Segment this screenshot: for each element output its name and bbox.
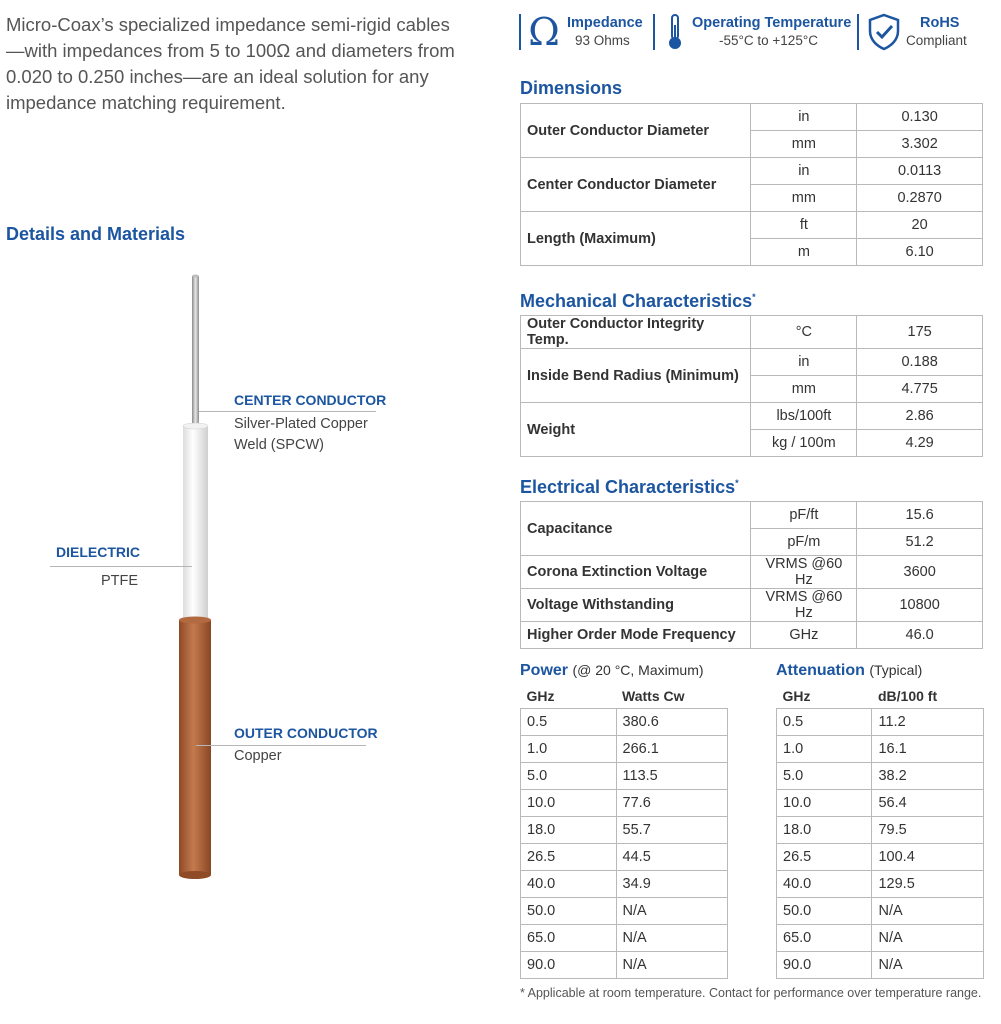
dielectric-text: PTFE <box>101 573 139 589</box>
temperature-value: -55°C to +125°C <box>719 33 818 48</box>
table-row <box>521 817 728 844</box>
table-row <box>521 212 983 239</box>
row-value: 20 <box>857 212 983 239</box>
row-label: Outer Conductor Integrity Temp. <box>521 316 751 349</box>
row-value: 4.775 <box>857 376 983 403</box>
table-row <box>521 844 728 871</box>
omega-icon <box>527 14 561 50</box>
dimensions-title: Dimensions <box>520 78 623 98</box>
table-row <box>777 709 984 736</box>
row-unit: kg / 100m <box>751 430 857 457</box>
row-unit: VRMS @60 Hz <box>751 556 857 589</box>
row-value: 3.302 <box>857 131 983 158</box>
row-unit: mm <box>751 376 857 403</box>
frequency-cell: 65.0 <box>777 925 872 952</box>
frequency-cell: 26.5 <box>777 844 872 871</box>
outer-conductor-layer <box>179 620 211 875</box>
table-row <box>777 736 984 763</box>
badge-divider <box>519 14 521 50</box>
frequency-cell: 50.0 <box>777 898 872 925</box>
frequency-cell: 65.0 <box>521 925 617 952</box>
mechanical-title-text: Mechanical Characteristics <box>520 291 753 311</box>
row-label: Voltage Withstanding <box>521 589 751 622</box>
table-header-row <box>777 684 984 709</box>
row-unit: ft <box>751 212 857 239</box>
attenuation-qualifier: (Typical) <box>869 662 923 678</box>
footnote-mark: * <box>752 292 756 302</box>
value-cell: 56.4 <box>872 790 984 817</box>
row-value: 46.0 <box>857 622 983 649</box>
table-row <box>777 871 984 898</box>
table-row <box>521 104 983 131</box>
footnote-mark: * <box>735 478 739 488</box>
row-value: 10800 <box>857 589 983 622</box>
row-label: Length (Maximum) <box>521 212 751 266</box>
table-row <box>777 925 984 952</box>
frequency-cell: 50.0 <box>521 898 617 925</box>
details-title: Details and Materials <box>6 224 186 244</box>
frequency-cell: 90.0 <box>521 952 617 979</box>
frequency-cell: 10.0 <box>777 790 872 817</box>
frequency-cell: 5.0 <box>521 763 617 790</box>
value-cell: N/A <box>872 925 984 952</box>
row-value: 51.2 <box>857 529 983 556</box>
value-cell: 266.1 <box>616 736 727 763</box>
value-cell: N/A <box>616 925 727 952</box>
center-conductor-leader <box>199 411 376 412</box>
badge-divider <box>857 14 859 50</box>
table-row <box>521 589 983 622</box>
electrical-title-text: Electrical Characteristics <box>520 477 736 497</box>
value-cell: N/A <box>616 952 727 979</box>
impedance-title: Impedance <box>567 15 643 31</box>
row-label: Weight <box>521 403 751 457</box>
row-unit: m <box>751 239 857 266</box>
table-row <box>521 709 728 736</box>
value-cell: 34.9 <box>616 871 727 898</box>
center-conductor-wire <box>192 276 199 426</box>
frequency-cell: 5.0 <box>777 763 872 790</box>
thermometer-icon <box>665 13 685 51</box>
value-cell: 77.6 <box>616 790 727 817</box>
rohs-title: RoHS <box>920 15 960 31</box>
table-row <box>521 790 728 817</box>
frequency-cell: 18.0 <box>521 817 617 844</box>
center-conductor-title: CENTER CONDUCTOR <box>234 392 387 408</box>
table-row <box>521 556 983 589</box>
row-value: 175 <box>857 316 983 349</box>
frequency-cell: 1.0 <box>521 736 617 763</box>
row-label: Higher Order Mode Frequency <box>521 622 751 649</box>
table-row <box>521 622 983 649</box>
row-unit: in <box>751 158 857 185</box>
table-row <box>521 952 728 979</box>
table-row <box>521 736 728 763</box>
frequency-cell: 10.0 <box>521 790 617 817</box>
value-cell: N/A <box>872 898 984 925</box>
value-cell: N/A <box>872 952 984 979</box>
electrical-table <box>520 501 983 649</box>
row-value: 0.0113 <box>857 158 983 185</box>
table-row <box>521 502 983 529</box>
electrical-title <box>520 477 739 498</box>
value-cell: 100.4 <box>872 844 984 871</box>
frequency-cell: 90.0 <box>777 952 872 979</box>
table-row <box>777 790 984 817</box>
value-cell: 55.7 <box>616 817 727 844</box>
value-cell: 11.2 <box>872 709 984 736</box>
table-row <box>777 763 984 790</box>
row-label: Inside Bend Radius (Minimum) <box>521 349 751 403</box>
frequency-cell: 26.5 <box>521 844 617 871</box>
value-cell: N/A <box>616 898 727 925</box>
table-row <box>521 871 728 898</box>
dimensions-table <box>520 103 983 266</box>
rohs-value: Compliant <box>906 33 967 48</box>
column-header: GHz <box>782 688 811 704</box>
row-value: 6.10 <box>857 239 983 266</box>
row-unit: mm <box>751 131 857 158</box>
row-value: 2.86 <box>857 403 983 430</box>
attenuation-title-text: Attenuation <box>776 662 865 679</box>
temperature-badge <box>661 12 851 52</box>
row-value: 0.2870 <box>857 185 983 212</box>
column-header: GHz <box>526 688 555 704</box>
rohs-badge <box>865 12 985 52</box>
value-cell: 79.5 <box>872 817 984 844</box>
center-conductor-text <box>234 414 368 456</box>
value-cell: 44.5 <box>616 844 727 871</box>
spec-badges <box>519 12 989 54</box>
badge-divider <box>653 14 655 50</box>
table-row <box>521 158 983 185</box>
row-unit: pF/ft <box>751 502 857 529</box>
table-row <box>777 898 984 925</box>
row-unit: in <box>751 349 857 376</box>
power-table <box>520 684 728 979</box>
row-unit: in <box>751 104 857 131</box>
table-row <box>521 403 983 430</box>
intro-paragraph: Micro-Coax’s specialized impedance semi-rigid cables—with impedances from 5 to 100Ω and diameters from 0.020 to 0.250 inches—are an ideal solution for any impedance matching requirement. <box>6 14 455 113</box>
table-row <box>521 349 983 376</box>
impedance-badge <box>527 12 657 52</box>
attenuation-table <box>776 684 984 979</box>
row-unit: °C <box>751 316 857 349</box>
frequency-cell: 1.0 <box>777 736 872 763</box>
row-unit: VRMS @60 Hz <box>751 589 857 622</box>
dielectric-title: DIELECTRIC <box>56 544 140 560</box>
value-cell: 16.1 <box>872 736 984 763</box>
power-title <box>520 662 704 680</box>
table-row <box>521 898 728 925</box>
row-label: Outer Conductor Diameter <box>521 104 751 158</box>
row-value: 0.188 <box>857 349 983 376</box>
dielectric-leader <box>50 566 192 567</box>
row-unit: mm <box>751 185 857 212</box>
row-unit: lbs/100ft <box>751 403 857 430</box>
footnote: * Applicable at room temperature. Contact for performance over temperature range. <box>520 986 982 1000</box>
table-row <box>777 844 984 871</box>
value-cell: 113.5 <box>616 763 727 790</box>
table-row <box>521 925 728 952</box>
column-header: dB/100 ft <box>877 688 938 704</box>
row-unit: GHz <box>751 622 857 649</box>
value-cell: 38.2 <box>872 763 984 790</box>
impedance-value: 93 Ohms <box>575 33 630 48</box>
mechanical-title <box>520 291 756 312</box>
column-header: Watts Cw <box>622 688 685 704</box>
table-row <box>777 817 984 844</box>
frequency-cell: 40.0 <box>777 871 872 898</box>
row-label: Capacitance <box>521 502 751 556</box>
row-value: 0.130 <box>857 104 983 131</box>
row-label: Corona Extinction Voltage <box>521 556 751 589</box>
row-unit: pF/m <box>751 529 857 556</box>
cable-illustration <box>165 270 225 890</box>
value-cell: 129.5 <box>872 871 984 898</box>
table-row <box>777 952 984 979</box>
shield-check-icon <box>867 13 901 51</box>
row-label: Center Conductor Diameter <box>521 158 751 212</box>
frequency-cell: 18.0 <box>777 817 872 844</box>
row-value: 15.6 <box>857 502 983 529</box>
center-conductor-line1: Silver-Plated Copper <box>234 416 368 432</box>
outer-conductor-title: OUTER CONDUCTOR <box>234 725 378 741</box>
table-row <box>521 316 983 349</box>
frequency-cell: 40.0 <box>521 871 617 898</box>
table-row <box>521 763 728 790</box>
power-qualifier: (@ 20 °C, Maximum) <box>572 662 704 678</box>
table-header-row <box>521 684 728 709</box>
outer-conductor-text: Copper <box>234 748 282 764</box>
value-cell: 380.6 <box>616 709 727 736</box>
attenuation-title <box>776 662 922 680</box>
svg-text:Ω: Ω <box>528 14 560 50</box>
frequency-cell: 0.5 <box>777 709 872 736</box>
mechanical-table <box>520 315 983 457</box>
temperature-title: Operating Temperature <box>692 15 852 31</box>
row-value: 3600 <box>857 556 983 589</box>
frequency-cell: 0.5 <box>521 709 617 736</box>
row-value: 4.29 <box>857 430 983 457</box>
power-title-text: Power <box>520 662 569 679</box>
center-conductor-line2: Weld (SPCW) <box>234 437 324 453</box>
dielectric-layer <box>183 426 208 621</box>
